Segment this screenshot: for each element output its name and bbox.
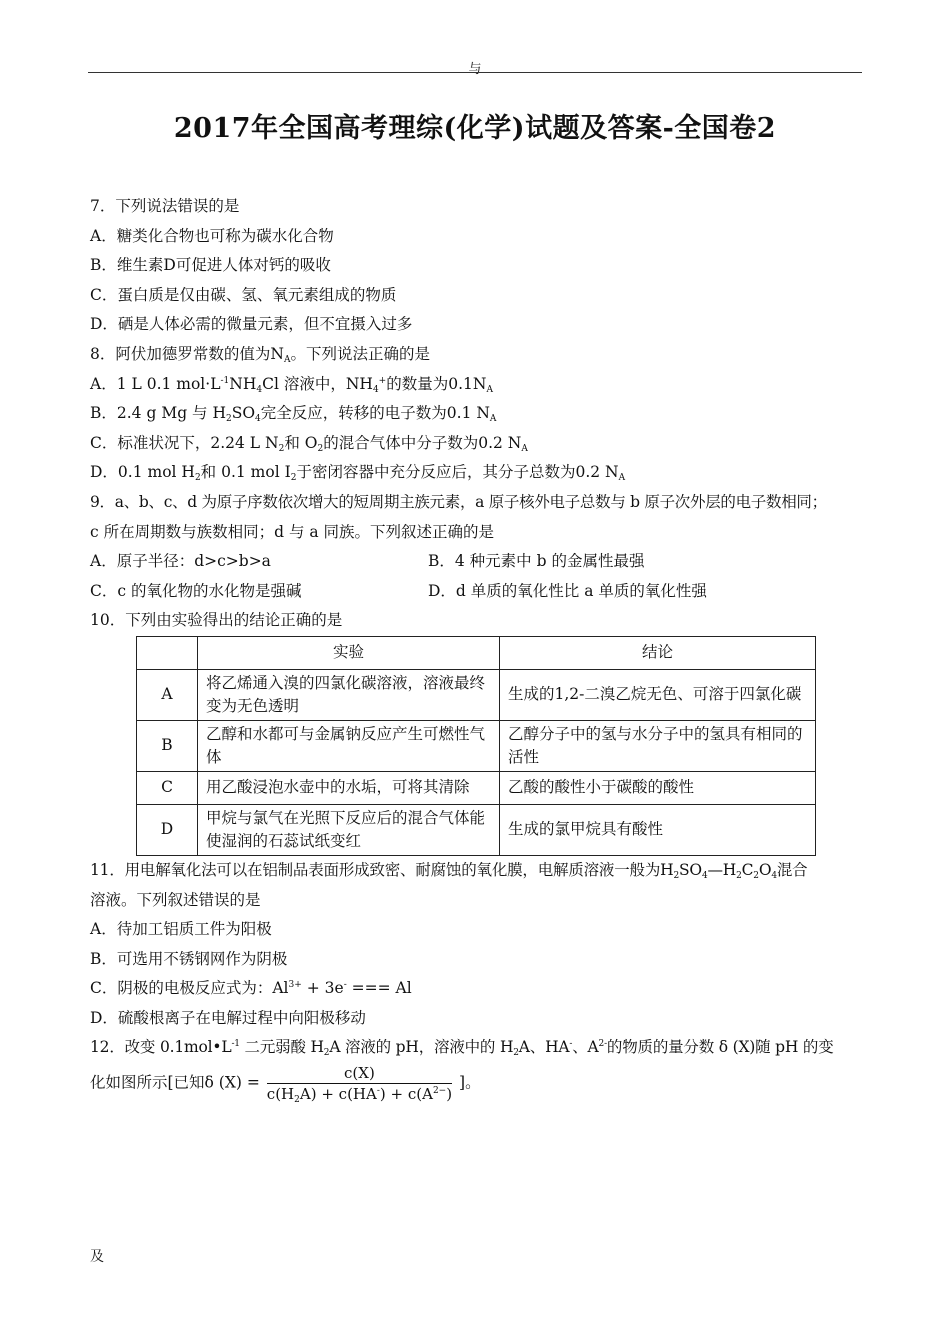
q12-stem-line2: 化如图所示[已知δ (X) = $\frac{c(X)}{c(H_2A) + c(HA^-) + c(A^{2-})}$ ]。 — [90, 1064, 481, 1106]
q11-option-c: C．阴极的电极反应式为：$Al^{3+} + 3e^-$ === Al — [90, 979, 412, 998]
question-content — [90, 192, 865, 1104]
q9-option-a: A．原子半径：d>c>b>a — [90, 552, 271, 571]
row-label: C — [137, 771, 198, 804]
q9-options-row2 — [90, 577, 865, 607]
q8-option-d: D．0.1 mol $H_2$和 0.1 mol $I_2$于密闭容器中充分反应后，其分子总数为0.2 $N_A$ — [90, 463, 626, 484]
q9-stem-line1: 9．a、b、c、d 为原子序数依次增大的短周期主族元素，a 原子核外电子总数与 b 原子次外层的电子数相同； — [90, 492, 827, 511]
table-row — [137, 720, 816, 771]
row-conclusion: 乙酸的酸性小于碳酸的酸性 — [500, 771, 816, 804]
q9-options-row1 — [90, 547, 865, 577]
q7-option-c: C．蛋白质是仅由碳、氢、氧元素组成的物质 — [90, 285, 397, 304]
table-header-conclusion: 结论 — [500, 636, 816, 669]
q7-stem: 7．下列说法错误的是 — [90, 197, 240, 215]
row-experiment: 乙醇和水都可与金属钠反应产生可燃性气体 — [198, 720, 500, 771]
q8-stem: 8．阿伏加德罗常数的值为$N_A$。下列说法正确的是 — [90, 344, 430, 365]
formula-denominator: $c(H_2A) + c(HA^-) + c(A^{2-})$ — [266, 1085, 453, 1106]
q11-stem-line1: 11．用电解氧化法可以在铝制品表面形成致密、耐腐蚀的氧化膜，电解质溶液一般为$H_2SO_4—H_2C_2O_4$混合 — [90, 860, 808, 881]
row-experiment: 将乙烯通入溴的四氯化碳溶液，溶液最终变为无色透明 — [198, 669, 500, 720]
row-conclusion: 乙醇分子中的氢与水分子中的氢具有相同的活性 — [500, 720, 816, 771]
q7-option-a: A．糖类化合物也可称为碳水化合物 — [90, 226, 334, 245]
mole-fraction-formula — [267, 1063, 452, 1104]
q8-option-c: C．标准状况下，2.24 L $N_2$和 $O_2$的混合气体中分子数为0.2 $N_A$ — [90, 433, 528, 454]
table-row — [137, 804, 816, 855]
q9-stem-line2: c 所在周期数与族数相同；d 与 a 同族。下列叙述正确的是 — [90, 522, 495, 541]
row-conclusion: 生成的氯甲烷具有酸性 — [500, 804, 816, 855]
q8-option-b: B．2.4 g Mg 与 $H_2SO_4$完全反应，转移的电子数为0.1 $N_A$ — [90, 404, 497, 425]
q11-stem-line2: 溶液。下列叙述错误的是 — [90, 890, 261, 909]
q7-option-d: D．硒是人体必需的微量元素，但不宜摄入过多 — [90, 315, 413, 334]
table-header-experiment: 实验 — [198, 636, 500, 669]
q9-option-d: D．d 单质的氧化性比 a 单质的氧化性强 — [428, 581, 707, 600]
footer-mark: 及 — [90, 1249, 104, 1265]
q11-option-d: D．硫酸根离子在电解过程中向阳极移动 — [90, 1008, 366, 1027]
table-row — [137, 669, 816, 720]
table-header-row — [137, 636, 816, 669]
q11-option-a: A．待加工铝质工件为阳极 — [90, 920, 272, 939]
table-header-label — [137, 636, 198, 669]
row-label: A — [137, 669, 198, 720]
page-title: 2017年全国高考理综(化学)试题及答案-全国卷2 — [173, 113, 777, 144]
q11-option-b: B．可选用不锈钢网作为阴极 — [90, 949, 288, 968]
q10-stem: 10．下列由实验得出的结论正确的是 — [90, 611, 343, 630]
header-rule — [88, 72, 862, 73]
q9-option-b: B．4 种元素中 b 的金属性最强 — [428, 552, 645, 571]
row-experiment: 用乙酸浸泡水壶中的水垢，可将其清除 — [198, 771, 500, 804]
table-row — [137, 771, 816, 804]
row-conclusion: 生成的1,2-二溴乙烷无色、可溶于四氯化碳 — [500, 669, 816, 720]
q8-option-a: A．1 L 0.1 $mol\cdot L^{-1}NH_4Cl$ 溶液中，$NH_4^+$的数量为$0.1N_A$ — [90, 374, 493, 395]
row-label: B — [137, 720, 198, 771]
q10-table — [136, 636, 816, 856]
q7-option-b: B．维生素D可促进人体对钙的吸收 — [90, 256, 331, 275]
formula-numerator: c(X) — [267, 1063, 452, 1084]
header-mark: 与 — [468, 62, 482, 77]
q12-stem-line1: 12．改变 $0.1mol•L^{-1}$ 二元弱酸 $H_2A$ 溶液的 pH，溶液中的 $H_2A$、HA-、$A^{2-}$的物质的量分数 δ (X)随 pH 的变 — [90, 1038, 834, 1059]
row-label: D — [137, 804, 198, 855]
row-experiment: 甲烷与氯气在光照下反应后的混合气体能使湿润的石蕊试纸变红 — [198, 804, 500, 855]
q9-option-c: C．c 的氧化物的水化物是强碱 — [90, 581, 302, 600]
